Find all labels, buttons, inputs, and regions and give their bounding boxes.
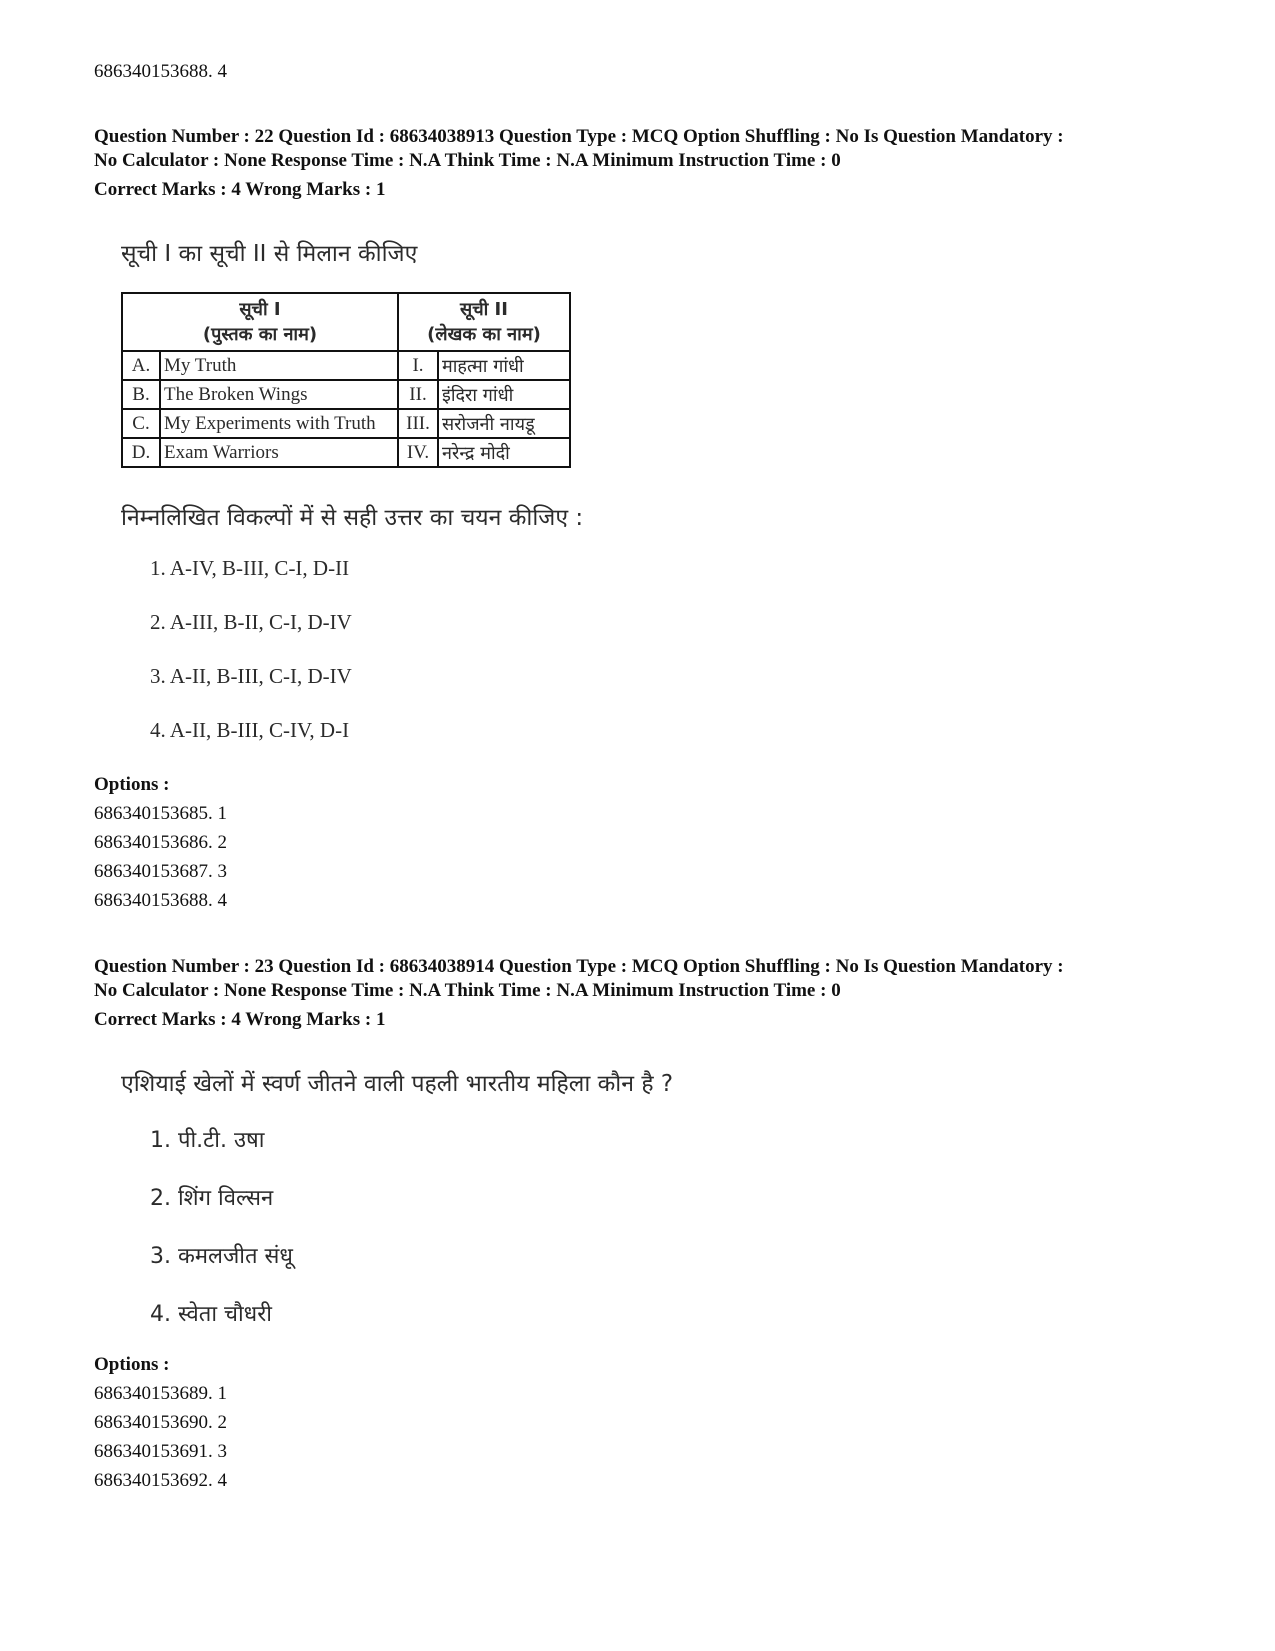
q23-prompt: एशियाई खेलों में स्वर्ण जीतने वाली पहली भारतीय महिला कौन है ? xyxy=(121,1071,674,1097)
q22-choice-2: 2. A-III, B-II, C-I, D-IV xyxy=(150,610,352,634)
q22-choice-1: 1. A-IV, B-III, C-I, D-II xyxy=(150,556,350,580)
q22-meta-line-1: Question Number : 22 Question Id : 68634038913 Question Type : MCQ Option Shuffling : No Is Question Mandatory : xyxy=(94,126,1064,147)
table-row xyxy=(122,380,570,409)
row-key: IV. xyxy=(398,438,438,467)
q22-option-id-1: 686340153685. 1 xyxy=(94,803,227,824)
list-1-subtitle: (पुस्तक का नाम) xyxy=(202,324,318,345)
q22-option-id-3: 686340153687. 3 xyxy=(94,861,227,882)
q22-meta-line-2: No Calculator : None Response Time : N.A Think Time : N.A Minimum Instruction Time : 0 xyxy=(94,150,841,171)
row-key: C. xyxy=(122,409,160,438)
author-name: सरोजनी नायडू xyxy=(438,409,570,438)
q22-match-table xyxy=(121,292,571,468)
q22-options-label: Options : xyxy=(94,774,170,795)
q23-meta-line-1: Question Number : 23 Question Id : 68634038914 Question Type : MCQ Option Shuffling : No Is Question Mandatory : xyxy=(94,956,1064,977)
q23-choice-3: 3. कमलजीत संधू xyxy=(150,1244,293,1269)
previous-option-line: 686340153688. 4 xyxy=(94,61,227,82)
book-name: Exam Warriors xyxy=(160,438,398,467)
row-key: III. xyxy=(398,409,438,438)
q22-prompt: सूची I का सूची II से मिलान कीजिए xyxy=(121,241,418,267)
q23-option-id-4: 686340153692. 4 xyxy=(94,1470,227,1491)
q22-instruction: निम्नलिखित विकल्पों में से सही उत्तर का चयन कीजिए : xyxy=(121,505,584,531)
q23-choice-1: 1. पी.टी. उषा xyxy=(150,1128,265,1153)
q23-choice-4: 4. स्वेता चौधरी xyxy=(150,1302,272,1327)
match-table-header xyxy=(122,293,570,351)
book-name: The Broken Wings xyxy=(160,380,398,409)
author-name: माहत्मा गांधी xyxy=(438,351,570,380)
row-key: I. xyxy=(398,351,438,380)
q23-option-id-3: 686340153691. 3 xyxy=(94,1441,227,1462)
q22-choice-4: 4. A-II, B-III, C-IV, D-I xyxy=(150,718,350,742)
table-row xyxy=(122,438,570,467)
row-key: B. xyxy=(122,380,160,409)
q23-meta-line-2: No Calculator : None Response Time : N.A Think Time : N.A Minimum Instruction Time : 0 xyxy=(94,980,841,1001)
book-name: My Truth xyxy=(160,351,398,380)
list-2-title: सूची II xyxy=(460,299,508,320)
list-2-subtitle: (लेखक का नाम) xyxy=(427,324,541,345)
q23-choice-2: 2. शिंग विल्सन xyxy=(150,1186,274,1211)
list-2-header xyxy=(398,293,570,351)
list-1-title: सूची I xyxy=(239,299,281,320)
q22-marks: Correct Marks : 4 Wrong Marks : 1 xyxy=(94,179,386,200)
list-1-header xyxy=(122,293,398,351)
q22-option-id-4: 686340153688. 4 xyxy=(94,890,227,911)
book-name: My Experiments with Truth xyxy=(160,409,398,438)
author-name: इंदिरा गांधी xyxy=(438,380,570,409)
table-row xyxy=(122,351,570,380)
row-key: D. xyxy=(122,438,160,467)
q22-choice-3: 3. A-II, B-III, C-I, D-IV xyxy=(150,664,352,688)
q22-option-id-2: 686340153686. 2 xyxy=(94,832,227,853)
row-key: A. xyxy=(122,351,160,380)
q23-marks: Correct Marks : 4 Wrong Marks : 1 xyxy=(94,1009,386,1030)
table-row xyxy=(122,409,570,438)
author-name: नरेन्द्र मोदी xyxy=(438,438,570,467)
q23-option-id-1: 686340153689. 1 xyxy=(94,1383,227,1404)
q23-options-label: Options : xyxy=(94,1354,170,1375)
q23-option-id-2: 686340153690. 2 xyxy=(94,1412,227,1433)
row-key: II. xyxy=(398,380,438,409)
